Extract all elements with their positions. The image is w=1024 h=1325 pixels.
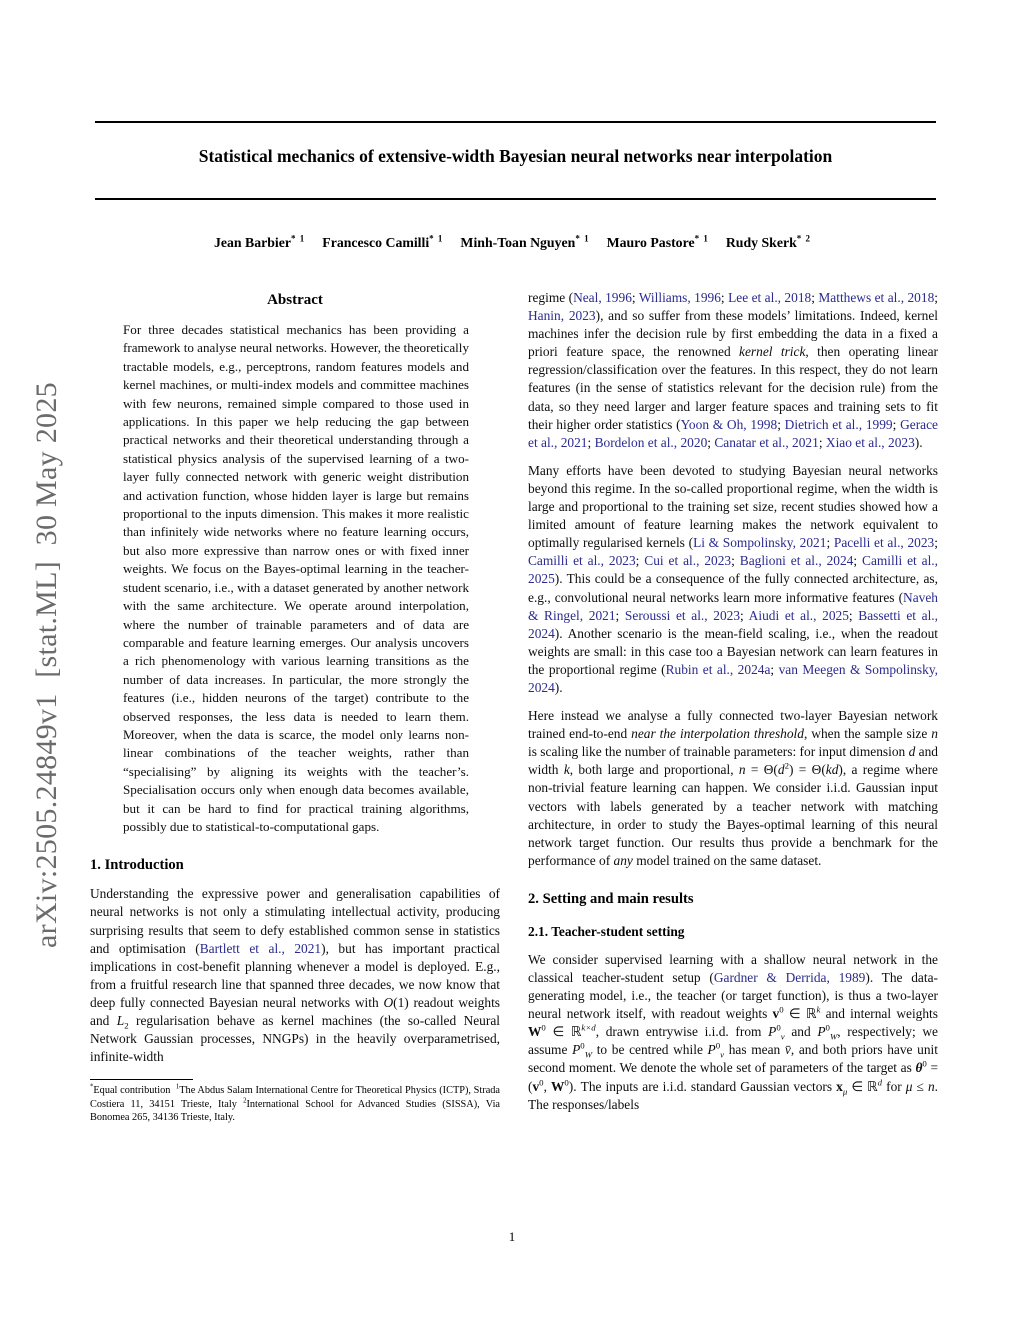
text-run: 0	[825, 1022, 830, 1033]
section-2-heading: 2. Setting and main results	[528, 890, 694, 907]
citation-link[interactable]: Rubin et al., 2024a	[665, 661, 771, 677]
text-run: ,	[543, 1078, 551, 1094]
author-name: Minh-Toan Nguyen	[460, 234, 576, 250]
text-run: d	[777, 762, 785, 778]
two-column-body	[90, 289, 938, 1125]
text-run: k	[816, 1004, 821, 1015]
arxiv-watermark: arXiv:2505.24849v1 [stat.ML] 30 May 2025	[30, 382, 63, 948]
text-run: has mean	[724, 1042, 785, 1058]
text-run: kernel trick	[739, 344, 806, 360]
footnote-text	[90, 1084, 500, 1124]
text-run: ;	[635, 553, 645, 569]
text-run: 0	[541, 1022, 546, 1033]
text-run: ).	[554, 679, 563, 695]
citation-link[interactable]: Bordelon et al., 2020	[594, 434, 708, 450]
text-run: , and both priors have unit second moment. We denote the whole set of parameters of the target as	[528, 1042, 938, 1076]
text-run: W	[528, 1024, 542, 1040]
text-run: x	[836, 1078, 843, 1094]
text-run: kd	[825, 762, 839, 778]
citation-link[interactable]: Yoon & Oh, 1998	[680, 416, 778, 432]
text-run: θ	[915, 1060, 923, 1076]
intro-paragraph	[90, 885, 500, 1066]
citation-link[interactable]: Camilli et al., 2025	[528, 553, 938, 587]
citation-link[interactable]: Neal, 1996	[573, 290, 632, 305]
text-run: P	[768, 1024, 777, 1040]
title-rule-top	[95, 121, 936, 123]
text-run: ) = Θ(	[789, 762, 826, 778]
text-run: ). The inputs are i.i.d. standard Gaussian vectors	[568, 1078, 837, 1094]
citation-link[interactable]: Lee et al., 2018	[728, 290, 812, 305]
text-run: . The responses/labels	[528, 1078, 938, 1112]
author-affiliation-mark: * 1	[291, 233, 306, 243]
text-run: near the interpolation threshold	[631, 726, 804, 742]
text-run: O	[383, 994, 394, 1010]
section-1-heading: 1. Introduction	[90, 857, 184, 874]
footnote-rule	[90, 1079, 193, 1080]
text-run: ∈ ℝ	[847, 1078, 878, 1094]
abstract-text: For three decades statistical mechanics has been providing a framework to analyse neural networks. However, the theoretically tractable models, e.g., perceptrons, random features models and kernel machines, or multi-index models and committee machines with few neurons, remained simple compared to those used in applications. In this paper we help reducing the gap between practical networks and their theoretical understanding through a statistical physics analysis of the supervised learning of a two-layer fully connected network with generic weight distribution and activation function, whose hidden layer is large but remains proportional to the inputs dimension. This makes it more realistic than infinitely wide networks where no feature learning occurs, but also more expressive than narrow ones or with fixed inner weights. We focus on the Bayes-optimal learning in the teacher-student scenario, i.e., with a dataset generated by another network with the same architecture. We operate around interpolation, where the number of trainable parameters and of data are comparable and feature learning emerges. Our analysis uncovers a rich phenomenology with various learning transitions as the number of data increases. In particular, the more strongly the features (i.e., hidden neurons of the target) contribute to the observed responses, the less data is needed to learn them. Moreover, when the data is scarce, the model only learns non-linear combinations of the teacher weights, rather than “specialising” by aligning its weights with the teacher’s. Specialisation occurs only when enough data becomes available, but it can be hard to find for practical training algorithms, possibly due to statistical-to-computational gaps.	[123, 322, 469, 834]
text-run: ;	[777, 416, 785, 432]
text-run: ), and so suffer from these models’ limitations. Indeed, kernel machines infer the decision rule by first embedding the data in a fixed a priori feature space, the renowned	[528, 308, 938, 360]
author-name: Mauro Pastore	[606, 234, 695, 250]
author	[460, 235, 589, 250]
author	[607, 235, 709, 250]
text-run: ;	[631, 290, 639, 305]
title-rule-bottom	[95, 198, 936, 200]
text-run: ), a regime where non-trivial feature learning can happen. We consider i.i.d. Gaussian input vectors with labels generated by a teacher network with matching architecture, in order to study the Bayes-optimal learning of this neural network target function. Our results thus provide a benchmark for the performance of	[528, 762, 938, 868]
text-run: for	[882, 1078, 906, 1094]
citation-link[interactable]: Canatar et al., 2021	[714, 434, 819, 450]
text-run: P	[707, 1042, 716, 1058]
text-run: ;	[615, 607, 625, 623]
citation-link[interactable]: Li & Sompolinsky, 2021	[693, 535, 827, 551]
text-run: regime (	[528, 290, 574, 305]
text-run: and internal weights	[820, 1006, 938, 1022]
text-run: 0	[922, 1059, 927, 1069]
text-run: ). The data-generating model, i.e., the teacher (or target function), is thus a two-layer neural network itself, with readout weights	[528, 970, 938, 1022]
text-run: W	[829, 1031, 838, 1042]
citation-link[interactable]: Cui et al., 2023	[644, 553, 732, 569]
text-run: ;	[720, 290, 729, 305]
text-run: ;	[892, 416, 901, 432]
citation-link[interactable]: van Meegen & Sompolinsky, 2024	[528, 661, 939, 695]
text-run: 2	[124, 1020, 129, 1031]
text-run: (1) readout weights and	[90, 994, 501, 1029]
author-affiliation-mark: * 1	[429, 233, 444, 243]
text-run: regularisation behave as kernel machines (the so-called Neural Network Gaussian processes, NNGPs) in the heavily overparametrised, infinite-width	[90, 1013, 500, 1065]
text-run: ;	[770, 661, 779, 677]
author	[726, 235, 811, 250]
citation-link[interactable]: Hanin, 2023	[528, 308, 596, 324]
text-run: L	[116, 1013, 125, 1029]
text-run: Equal contribution	[93, 1085, 176, 1097]
text-run: International School for Advanced Studies (SISSA), Via Bonomea 265, 34136 Trieste, Italy.	[90, 1098, 500, 1124]
text-run: v	[720, 1050, 725, 1061]
text-run: ;	[707, 434, 715, 450]
citation-link[interactable]: Matthews et al., 2018	[818, 290, 935, 305]
author-line	[60, 233, 965, 251]
text-run: v	[780, 1031, 785, 1042]
text-run: W	[550, 1078, 565, 1094]
text-run: k	[563, 762, 570, 778]
paragraph-regime	[528, 289, 938, 452]
text-run: W	[584, 1050, 593, 1061]
citation-link[interactable]: Williams, 1996	[638, 290, 721, 305]
text-run: and width	[528, 744, 938, 778]
text-run: ;	[848, 607, 859, 623]
text-run: is scaling like the number of trainable parameters: for input dimension	[528, 744, 909, 760]
text-run: ∈ ℝ	[783, 1006, 817, 1022]
text-run: 0	[779, 1004, 784, 1015]
text-run: d	[908, 744, 916, 760]
author	[214, 235, 305, 250]
text-run: ).	[914, 434, 923, 450]
subsection-2-1-heading: 2.1. Teacher-student setting	[528, 923, 685, 939]
paragraph-teacher-student	[528, 951, 938, 1114]
text-run: , then operating linear regression/classification over the features. In this respect, they do not learn features (in the sense of statistics relevant for the decision rule) from the data, so they need larger and larger feature spaces and training sets to fit their higher order statistics (	[528, 344, 939, 432]
author	[322, 235, 443, 250]
citation-link[interactable]: Pacelli et al., 2023	[833, 535, 935, 551]
page-number: 1	[508, 1229, 516, 1244]
text-run: μ	[842, 1086, 848, 1097]
author-affiliation-mark: * 2	[796, 233, 812, 243]
text-run: = (	[528, 1060, 939, 1094]
text-run: 2	[784, 760, 790, 771]
text-run: v	[532, 1078, 540, 1094]
citation-link[interactable]: Camilli et al., 2023	[528, 553, 636, 569]
text-run: d	[877, 1077, 883, 1088]
author-affiliation-mark: * 1	[694, 233, 709, 243]
text-run: n	[931, 726, 938, 742]
text-run: 0	[564, 1077, 569, 1088]
text-run: any	[613, 852, 633, 868]
text-run: ∈ ℝ	[545, 1024, 582, 1040]
citation-link[interactable]: Bassetti et al., 2024	[528, 607, 938, 641]
text-run: ). Another scenario is the mean-field scaling, i.e., when the readout weights are small: in this case too a Bayesian network can learn features in the proportional regime (	[528, 625, 938, 677]
text-run: μ	[905, 1078, 913, 1094]
text-run: ;	[731, 553, 740, 569]
citation-link[interactable]: Dietrich et al., 1999	[784, 416, 893, 432]
text-run: n	[927, 1078, 935, 1094]
text-run: v̄	[784, 1042, 791, 1058]
paragraph-proportional-regime	[528, 462, 938, 697]
text-run: 2	[243, 1097, 247, 1105]
text-run: to be centred while	[592, 1042, 708, 1058]
citation-link[interactable]: Seroussi et al., 2023	[624, 607, 741, 623]
text-run: ). This could be a consequence of the fully connected architecture, as, e.g., convolutional neural networks learn more informative features (	[528, 571, 938, 605]
text-run: 0	[539, 1077, 544, 1088]
text-run: = Θ(	[745, 762, 778, 778]
text-run: Many efforts have been devoted to studying Bayesian neural networks beyond this regime. In the so-called proportional regime, when the width is large and proportional to the training set size, recent studies showed how a limited amount of feature learning makes the network equivalent to optimally regularised kernels (	[528, 462, 938, 551]
citation-link[interactable]: Aiudi et al., 2025	[748, 607, 849, 623]
text-run: The Abdus Salam International Centre for Theoretical Physics (ICTP), Strada Costiera 11, 34151 Trieste, Italy	[90, 1085, 500, 1110]
text-run: We consider supervised learning with a shallow neural network in the classical teacher-student setup (	[528, 951, 938, 985]
text-run: , drawn entrywise i.i.d. from	[595, 1024, 769, 1040]
text-run: 0	[715, 1040, 721, 1051]
text-run: ;	[934, 535, 938, 551]
citation-link[interactable]: Gardner & Derrida, 1989	[713, 970, 866, 985]
text-run: ≤	[912, 1078, 928, 1094]
text-run: ;	[811, 290, 819, 305]
text-run: and	[784, 1024, 818, 1040]
text-run: 1	[175, 1083, 180, 1091]
author-name: Rudy Skerk	[725, 234, 797, 250]
text-run: ;	[818, 434, 826, 450]
text-run: P	[817, 1024, 826, 1040]
text-run: v	[772, 1006, 780, 1022]
text-run: ;	[740, 607, 749, 623]
text-run: ;	[587, 434, 595, 450]
text-run: 0	[580, 1040, 585, 1051]
abstract-heading: Abstract	[267, 292, 323, 308]
text-run: ;	[826, 535, 834, 551]
text-run: k×d	[581, 1022, 596, 1033]
text-run: Understanding the expressive power and generalisation capabilities of neural networks is not only a stimulating intellectual activity, producing surprising results that seem to defy established common sense in statistics and optimisation (	[90, 886, 500, 956]
text-run: Here instead we analyse a fully connected two-layer Bayesian network trained end-to-end	[528, 708, 938, 742]
citation-link[interactable]: Baglioni et al., 2024	[739, 553, 854, 569]
citation-link[interactable]: Bartlett et al., 2021	[199, 940, 322, 956]
text-run: ;	[853, 553, 863, 569]
text-run: , respectively; we assume	[528, 1024, 938, 1058]
text-run: , both large and proportional,	[569, 762, 739, 778]
text-run: n	[738, 762, 746, 778]
citation-link[interactable]: Gerace et al., 2021	[528, 416, 938, 450]
author-name: Jean Barbier	[213, 234, 292, 250]
text-run: *	[90, 1083, 94, 1091]
author-affiliation-mark: * 1	[575, 233, 590, 243]
text-run: ), but has important practical implications in cost-benefit planning whenever a model is deployed. E.g., from a fruitful research line that spanned three decades, we now know that deep fully connected Bayesian neural networks with	[90, 940, 500, 1010]
right-column	[528, 289, 938, 1124]
text-run: ;	[934, 290, 938, 305]
left-column	[90, 289, 500, 1125]
text-run: 0	[776, 1022, 781, 1033]
citation-link[interactable]: Naveh & Ringel, 2021	[528, 589, 938, 623]
paper-title: Statistical mechanics of extensive-width Bayesian neural networks near interpolation	[198, 146, 833, 166]
paragraph-interpolation-threshold	[528, 707, 938, 870]
author-name: Francesco Camilli	[322, 234, 430, 250]
text-run: , when the sample size	[803, 726, 932, 742]
text-run: model trained on the same dataset.	[632, 852, 822, 868]
citation-link[interactable]: Xiao et al., 2023	[825, 434, 915, 450]
text-run: P	[572, 1042, 581, 1058]
